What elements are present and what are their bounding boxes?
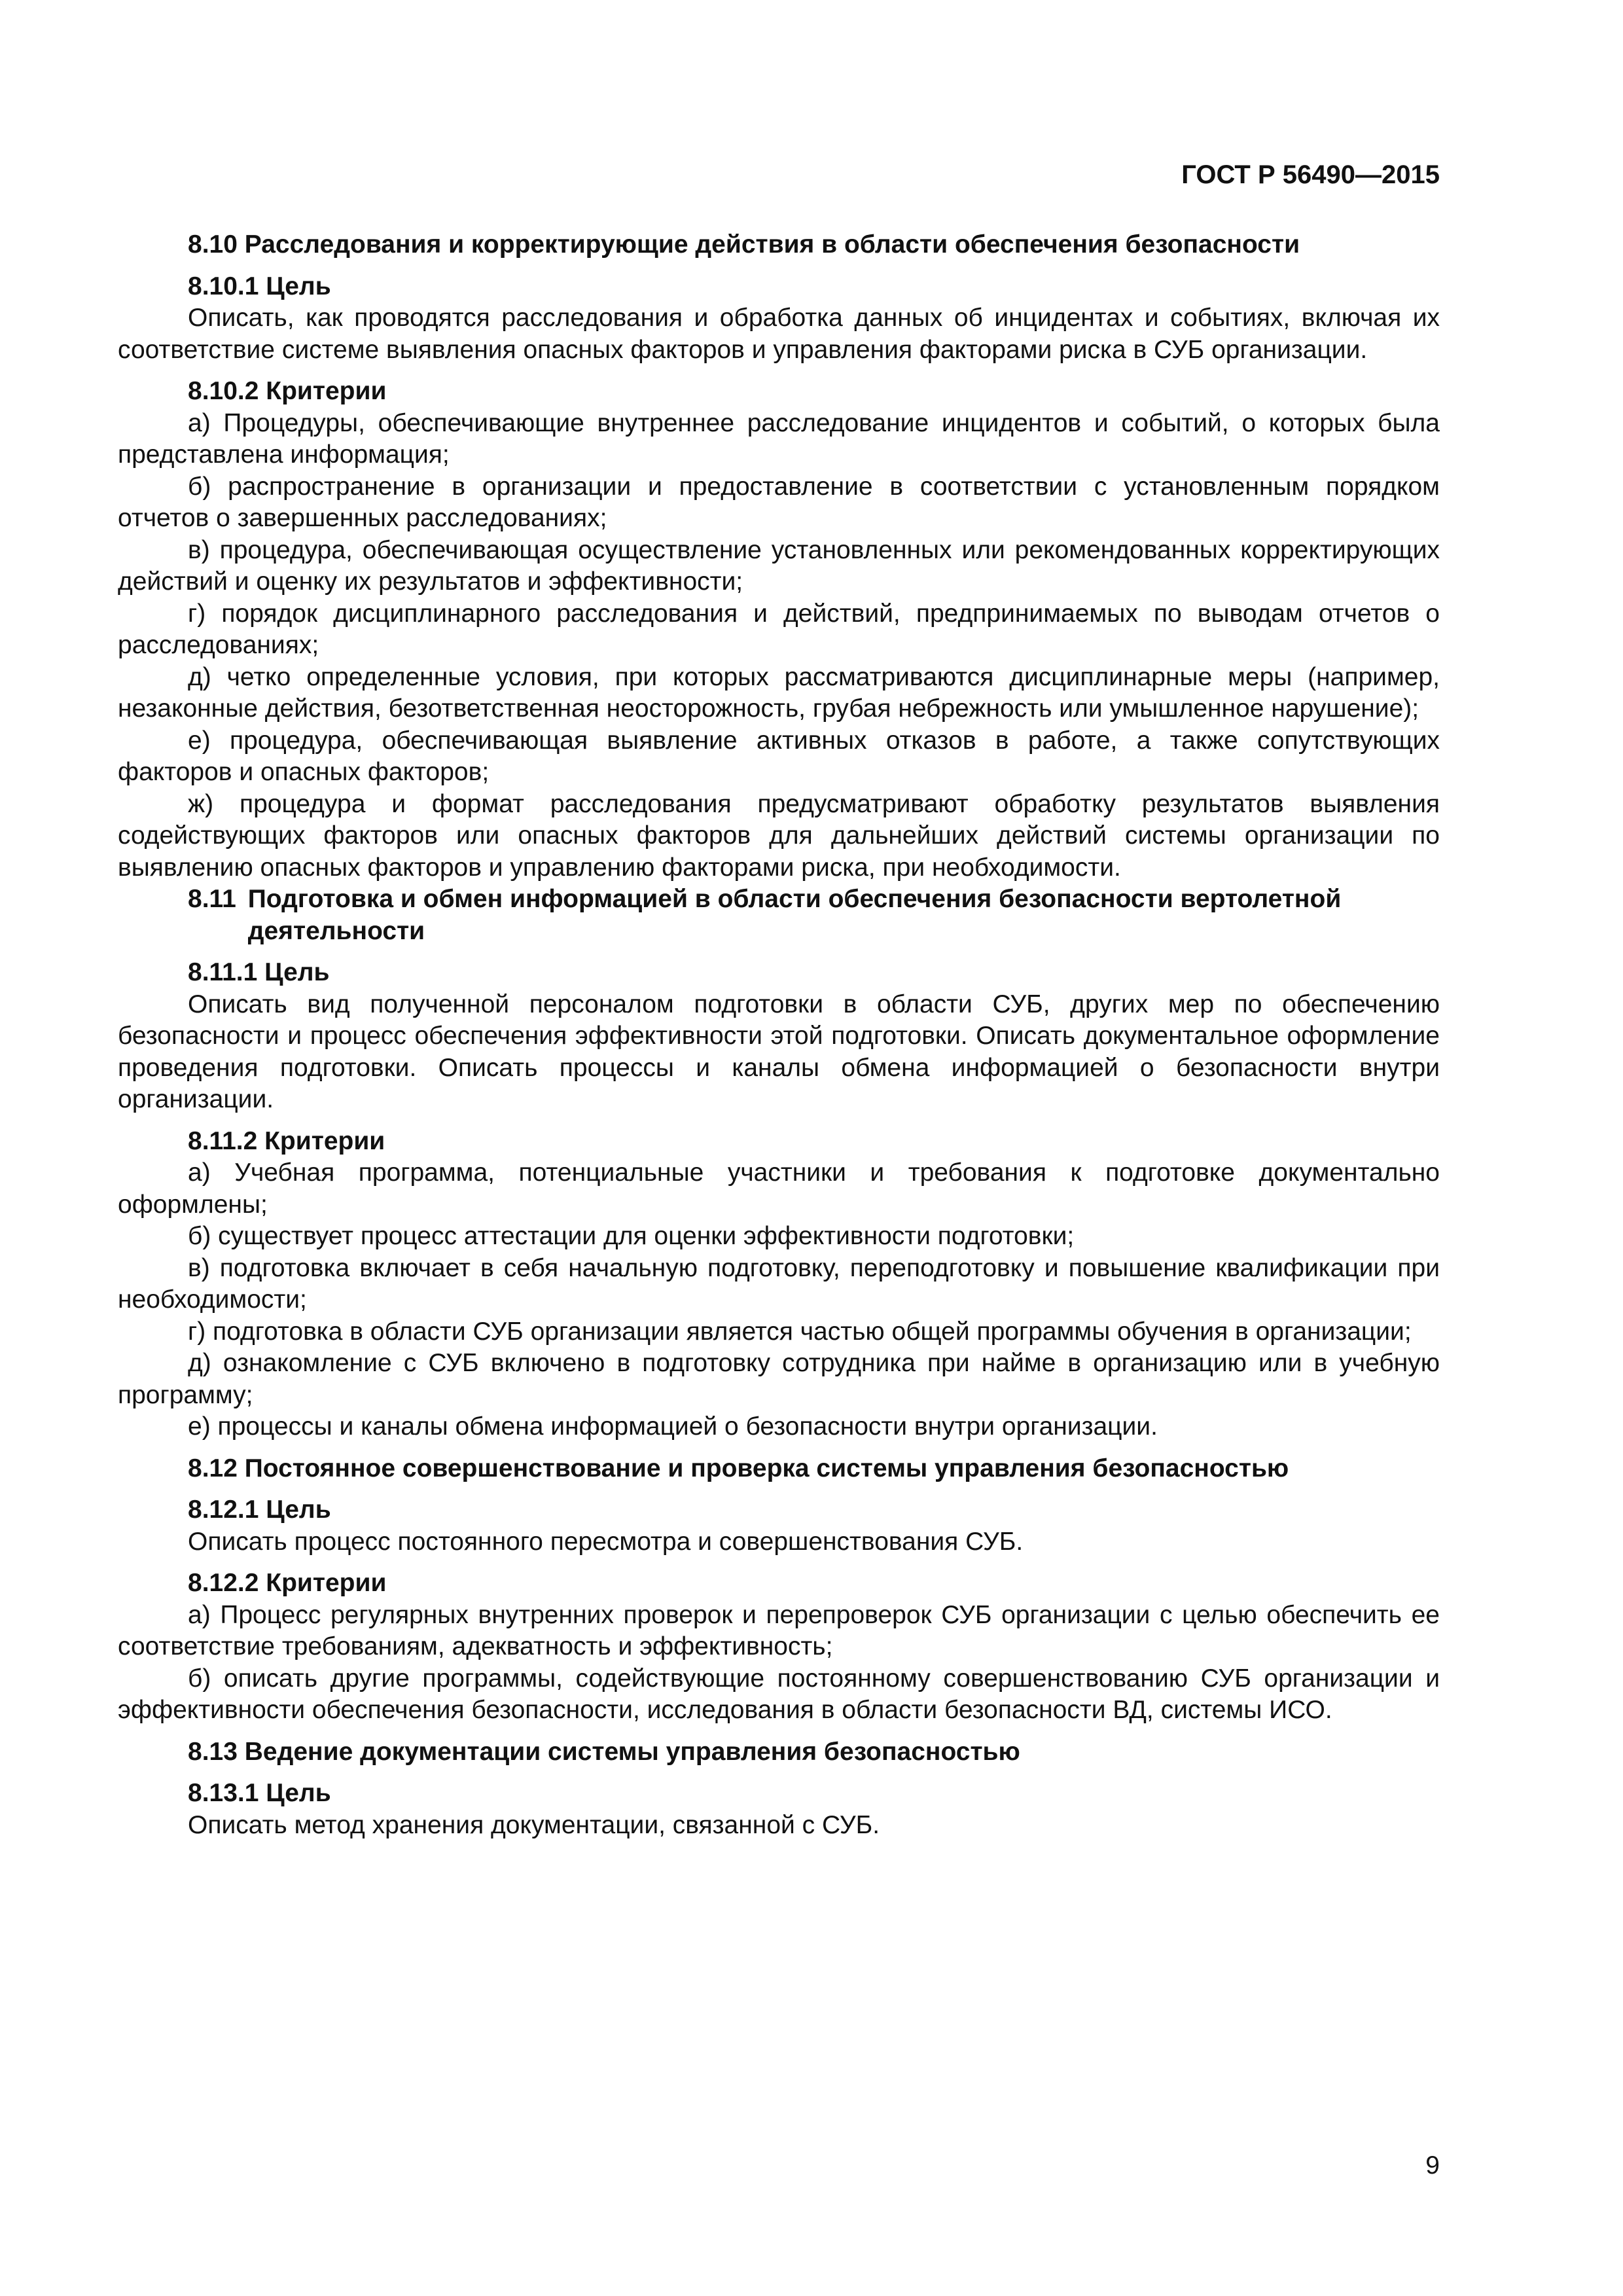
page-number: 9: [1425, 2151, 1440, 2179]
section-heading: 8.13 Ведение документации системы управления безопасностью: [188, 1737, 1020, 1766]
subsection-heading: 8.12.2 Критерии: [188, 1569, 387, 1597]
list-item: е) процессы и каналы обмена информацией о безопасности внутри организации.: [188, 1412, 1158, 1441]
list-item: ж) процедура и формат расследования предусматривают обработку результатов выявления содействующих факторов или опасных факторов для дальнейших действий системы организации по выявлению опасных факторов и управлению факторами риска, при необходимости.: [118, 789, 1440, 882]
list-item: г) порядок дисциплинарного расследования и действий, предпринимаемых по выводам отчетов о расследованиях;: [118, 599, 1440, 659]
section-number: 8.11: [188, 885, 236, 913]
list-item: б) описать другие программы, содействующие постоянному совершенствованию СУБ организации и эффективности обеспечения безопасности, исследования в области безопасности ВД, системы ИСО.: [118, 1664, 1440, 1724]
list-item: в) подготовка включает в себя начальную подготовку, переподготовку и повышение квалификации при необходимости;: [118, 1253, 1440, 1314]
document-header: ГОСТ Р 56490—2015: [1181, 160, 1440, 189]
paragraph: Описать вид полученной персоналом подготовки в области СУБ, других мер по обеспечению безопасности и процесс обеспечения эффективности этой подготовки. Описать документальное оформление проведения подготовки. Описать процессы и каналы обмена информацией о безопасности внутри организации.: [118, 990, 1440, 1113]
section-heading: 8.12 Постоянное совершенствование и проверка системы управления безопасностью: [188, 1454, 1289, 1482]
subsection-heading: 8.10.1 Цель: [188, 272, 331, 300]
list-item: г) подготовка в области СУБ организации является частью общей программы обучения в организации;: [188, 1317, 1412, 1346]
list-item: а) Процесс регулярных внутренних проверок и перепроверок СУБ организации с целью обеспечить ее соответствие требованиям, адекватность и эффективность;: [118, 1600, 1440, 1660]
section-heading: 8.10 Расследования и корректирующие действия в области обеспечения безопасности: [188, 230, 1300, 259]
subsection-heading: 8.11.1 Цель: [188, 958, 330, 986]
subsection-heading: 8.12.1 Цель: [188, 1496, 331, 1524]
list-item: д) ознакомление с СУБ включено в подготовку сотрудника при найме в организацию или в учебную программу;: [118, 1349, 1440, 1409]
list-item: в) процедура, обеспечивающая осуществление установленных или рекомендованных корректирующих действий и оценку их результатов и эффективности;: [118, 535, 1440, 596]
list-item: б) распространение в организации и предоставление в соответствии с установленным порядком отчетов о завершенных расследованиях;: [118, 472, 1440, 532]
subsection-heading: 8.10.2 Критерии: [188, 377, 387, 405]
section-heading: [118, 884, 1440, 947]
list-item: б) существует процесс аттестации для оценки эффективности подготовки;: [188, 1222, 1075, 1250]
list-item: а) Процедуры, обеспечивающие внутреннее расследование инцидентов и событий, о которых была представлена информация;: [118, 408, 1440, 469]
list-item: д) четко определенные условия, при которых рассматриваются дисциплинарные меры (например, незаконные действия, безответственная неосторожность, грубая небрежность или умышленное нарушение);: [118, 662, 1440, 723]
paragraph: Описать, как проводятся расследования и обработка данных об инцидентах и событиях, включая их соответствие системе выявления опасных факторов и управления факторами риска в СУБ организации.: [118, 304, 1440, 364]
paragraph: Описать метод хранения документации, связанной с СУБ.: [188, 1810, 880, 1839]
paragraph: Описать процесс постоянного пересмотра и совершенствования СУБ.: [188, 1527, 1024, 1556]
subsection-heading: 8.11.2 Критерии: [188, 1126, 385, 1155]
subsection-heading: 8.13.1 Цель: [188, 1779, 331, 1807]
list-item: а) Учебная программа, потенциальные участники и требования к подготовке документально оформлены;: [118, 1158, 1440, 1219]
list-item: е) процедура, обеспечивающая выявление активных отказов в работе, а также сопутствующих факторов и опасных факторов;: [118, 726, 1440, 786]
document-body: [118, 229, 1440, 1841]
section-title: Подготовка и обмен информацией в области обеспечения безопасности вертолетной деятельности: [247, 885, 1342, 945]
